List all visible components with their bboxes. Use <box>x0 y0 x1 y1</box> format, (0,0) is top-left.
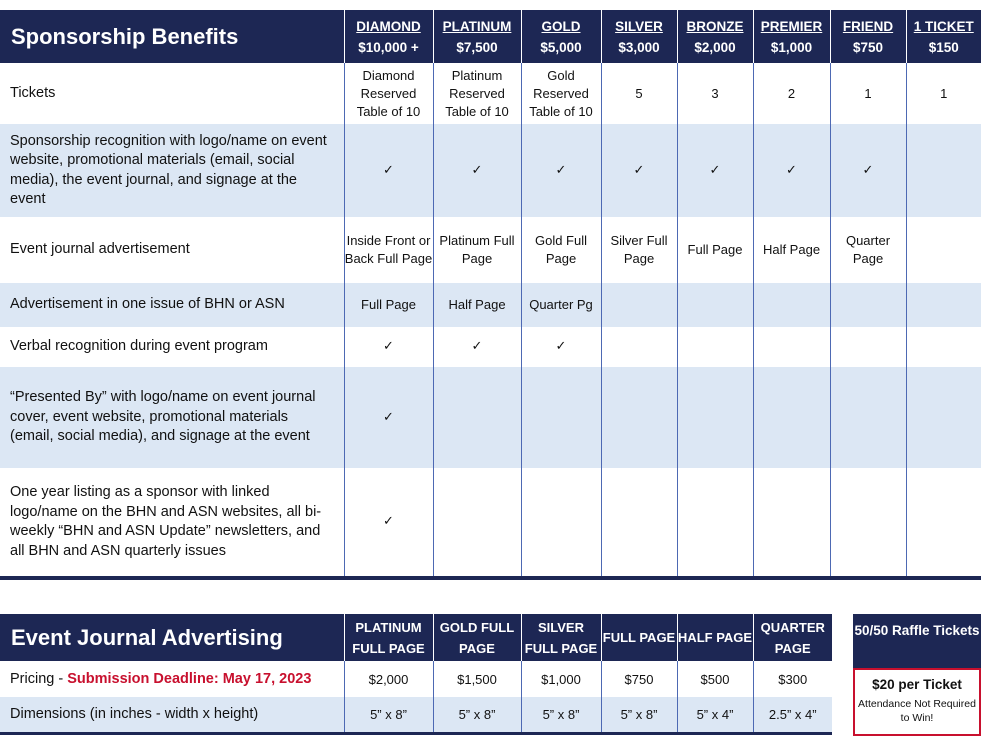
benefit-cell: Half Page <box>753 217 830 283</box>
tier-name: BRONZE <box>686 18 744 34</box>
price-cell: $500 <box>677 661 753 697</box>
raffle-box <box>853 614 981 736</box>
pricing-label <box>0 661 344 697</box>
checkmark-icon: ✓ <box>433 124 521 217</box>
benefit-cell: Platinum Reserved Table of 10 <box>433 63 521 124</box>
raffle-title: 50/50 Raffle Tickets <box>853 614 981 668</box>
checkmark-icon: ✓ <box>601 124 677 217</box>
ad-size-header: SILVER FULL PAGE <box>521 614 601 661</box>
benefit-cell <box>906 124 981 217</box>
tier-price: $150 <box>928 39 959 55</box>
benefit-label: Tickets <box>10 84 56 101</box>
benefit-cell: Inside Front or Back Full Page <box>344 217 433 283</box>
benefit-cell <box>601 468 677 578</box>
benefit-cell <box>830 367 906 468</box>
dimensions-row <box>0 697 832 733</box>
tier-name: GOLD <box>541 18 581 34</box>
raffle-price: $20 per Ticket <box>872 677 962 692</box>
benefit-cell <box>677 327 753 367</box>
journal-title: Event Journal Advertising <box>11 625 283 650</box>
checkmark-icon: ✓ <box>753 124 830 217</box>
tier-name: PREMIER <box>760 18 823 34</box>
benefit-cell: 3 <box>677 63 753 124</box>
dimension-cell: 5” x 4” <box>677 697 753 733</box>
dimension-cell: 5” x 8” <box>521 697 601 733</box>
tier-price: $7,500 <box>456 39 498 55</box>
benefit-cell <box>753 468 830 578</box>
benefit-cell <box>677 367 753 468</box>
dimensions-label: Dimensions (in inches - width x height) <box>10 706 259 723</box>
tier-price: $750 <box>852 39 884 55</box>
ad-size-header: GOLD FULL PAGE <box>433 614 521 661</box>
tier-header <box>830 10 906 63</box>
benefit-cell <box>677 283 753 327</box>
price-cell: $1,500 <box>433 661 521 697</box>
benefit-cell: Gold Reserved Table of 10 <box>521 63 601 124</box>
price-cell: $2,000 <box>344 661 433 697</box>
benefit-cell <box>601 367 677 468</box>
benefit-cell: 2 <box>753 63 830 124</box>
benefit-cell <box>601 327 677 367</box>
price-cell: $300 <box>753 661 832 697</box>
checkmark-icon: ✓ <box>830 124 906 217</box>
ad-size-header: HALF PAGE <box>677 614 753 661</box>
benefit-cell <box>753 283 830 327</box>
benefit-row-one-year-listing <box>0 468 981 578</box>
tier-price: $5,000 <box>540 39 582 55</box>
tier-name: PLATINUM <box>442 18 512 34</box>
tier-header <box>521 10 601 63</box>
benefit-label: Sponsorship recognition with logo/name on event website, promotional materials (email, social media), the event journal, and signage at the event <box>10 132 327 207</box>
benefit-cell <box>906 217 981 283</box>
raffle-note: Attendance Not Required to Win! <box>858 698 976 724</box>
benefit-cell: Full Page <box>677 217 753 283</box>
benefit-cell <box>753 367 830 468</box>
tier-price: $2,000 <box>694 39 736 55</box>
benefit-cell <box>830 327 906 367</box>
benefit-cell <box>830 283 906 327</box>
tier-header <box>677 10 753 63</box>
benefit-cell: 5 <box>601 63 677 124</box>
benefit-row-journal-ad <box>0 217 981 283</box>
tier-header <box>601 10 677 63</box>
benefit-cell <box>906 468 981 578</box>
dimension-cell: 5” x 8” <box>344 697 433 733</box>
ad-size-header: QUARTER PAGE <box>753 614 832 661</box>
benefit-cell <box>433 367 521 468</box>
benefit-cell <box>433 468 521 578</box>
checkmark-icon: ✓ <box>677 124 753 217</box>
checkmark-icon: ✓ <box>344 367 433 468</box>
benefit-cell: Full Page <box>344 283 433 327</box>
tier-name: SILVER <box>615 18 663 34</box>
benefit-cell: Diamond Reserved Table of 10 <box>344 63 433 124</box>
dimension-cell: 2.5” x 4” <box>753 697 832 733</box>
price-cell: $750 <box>601 661 677 697</box>
tier-price: $10,000 + <box>358 39 419 55</box>
benefit-row-tickets <box>0 63 981 124</box>
benefit-cell <box>601 283 677 327</box>
raffle-details <box>853 668 981 736</box>
journal-header-row <box>0 614 832 661</box>
benefit-label: “Presented By” with logo/name on event journal cover, event website, promotional materials (email, social media), and signage at the event <box>10 389 316 445</box>
ad-size-header: PLATINUM FULL PAGE <box>344 614 433 661</box>
benefit-cell <box>521 367 601 468</box>
price-cell: $1,000 <box>521 661 601 697</box>
tier-name: DIAMOND <box>356 18 421 34</box>
benefit-cell: Half Page <box>433 283 521 327</box>
checkmark-icon: ✓ <box>433 327 521 367</box>
tier-price: $3,000 <box>618 39 660 55</box>
benefit-cell: Quarter Pg <box>521 283 601 327</box>
benefit-label: Verbal recognition during event program <box>10 338 268 355</box>
dimension-cell: 5” x 8” <box>601 697 677 733</box>
tier-name: FRIEND <box>842 18 894 34</box>
tier-header <box>344 10 433 63</box>
benefit-cell <box>830 468 906 578</box>
benefit-cell: Quarter Page <box>830 217 906 283</box>
tier-price: $1,000 <box>770 39 813 55</box>
benefit-cell <box>677 468 753 578</box>
benefit-cell: Platinum Full Page <box>433 217 521 283</box>
journal-advertising-table <box>0 614 832 735</box>
benefit-label: Advertisement in one issue of BHN or ASN <box>10 296 285 313</box>
benefit-cell <box>906 327 981 367</box>
benefit-cell <box>521 468 601 578</box>
tier-header <box>433 10 521 63</box>
benefit-row-recognition <box>0 124 981 217</box>
benefit-cell: 1 <box>906 63 981 124</box>
ad-size-header: FULL PAGE <box>601 614 677 661</box>
benefit-cell <box>906 283 981 327</box>
sponsorship-title: Sponsorship Benefits <box>11 24 239 49</box>
submission-deadline: Submission Deadline: May 17, 2023 <box>67 671 312 687</box>
pricing-row <box>0 661 832 697</box>
checkmark-icon: ✓ <box>344 468 433 578</box>
pricing-label-text: Pricing - <box>10 671 64 687</box>
checkmark-icon: ✓ <box>344 327 433 367</box>
benefit-cell: 1 <box>830 63 906 124</box>
benefit-label: One year listing as a sponsor with linked logo/name on the BHN and ASN websites, all bi-weekly “BHN and ASN Update” newsletters, and all BHN and ASN quarterly issues <box>10 484 322 559</box>
checkmark-icon: ✓ <box>521 124 601 217</box>
dimension-cell: 5” x 8” <box>433 697 521 733</box>
benefit-cell <box>753 327 830 367</box>
benefit-cell <box>906 367 981 468</box>
checkmark-icon: ✓ <box>344 124 433 217</box>
benefit-row-issue-ad <box>0 283 981 327</box>
tier-header <box>906 10 981 63</box>
benefit-cell: Silver Full Page <box>601 217 677 283</box>
tier-name: 1 TICKET <box>913 18 974 34</box>
tier-header <box>753 10 830 63</box>
benefit-cell: Gold Full Page <box>521 217 601 283</box>
benefit-row-presented-by <box>0 367 981 468</box>
checkmark-icon: ✓ <box>521 327 601 367</box>
sponsorship-header-row <box>0 10 981 63</box>
sponsorship-benefits-table <box>0 10 981 580</box>
benefit-row-verbal <box>0 327 981 367</box>
benefit-label: Event journal advertisement <box>10 241 190 258</box>
